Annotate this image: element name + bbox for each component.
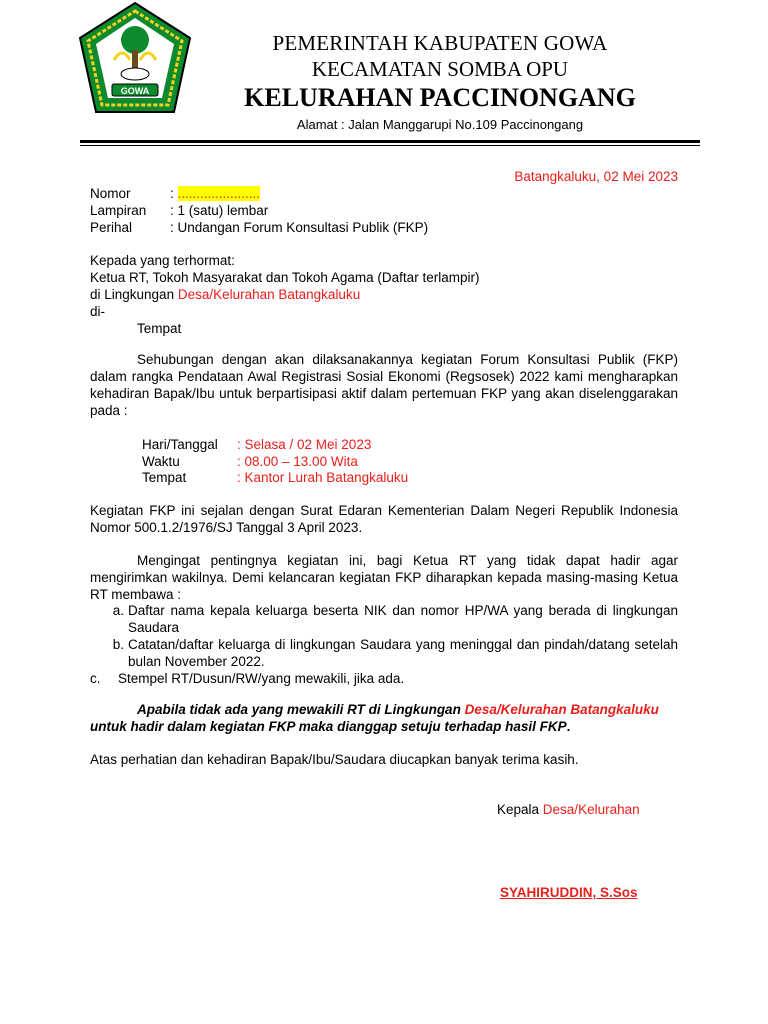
- recipient-names: Ketua RT, Tokoh Masyarakat dan Tokoh Agama (Daftar terlampir): [90, 270, 480, 285]
- meta-nomor-label: Nomor: [90, 186, 131, 201]
- note-line1: [90, 701, 678, 718]
- schedule-label: Hari/Tanggal: [142, 437, 218, 452]
- letterhead-government: PEMERINTAH KABUPATEN GOWA: [272, 31, 608, 55]
- signature-title-prefix: Kepala: [497, 802, 543, 817]
- paragraph-intro: [90, 351, 678, 419]
- recipient-place: Tempat: [137, 321, 182, 336]
- schedule-table: [142, 436, 542, 486]
- note-text-2: untuk hadir dalam kegiatan FKP maka dianggap setuju terhadap hasil FKP: [90, 719, 567, 734]
- meta-perihal: [90, 219, 490, 236]
- recipient-location: [90, 286, 650, 303]
- letterhead-address: Alamat : Jalan Manggarupi No.109 Paccinongang: [296, 117, 584, 132]
- signature-title: [497, 801, 640, 818]
- meta-colon: :: [170, 186, 178, 201]
- signature-name: SYAHIRUDDIN, S.Sos: [500, 885, 638, 900]
- meta-lampiran: [90, 202, 490, 219]
- list-marker: b.: [112, 637, 124, 652]
- list-marker: c.: [90, 671, 101, 686]
- list-item-text: Catatan/daftar keluarga di lingkungan Saudara yang meninggal dan pindah/datang setelah bulan November 2022.: [128, 637, 678, 669]
- recipient-salutation: Kepada yang terhormat:: [90, 253, 235, 268]
- paragraph-intro-text: Sehubungan dengan akan dilaksanakannya kegiatan Forum Konsultasi Publik (FKP) dalam rangka Pendataan Awal Registrasi Sosial Ekonomi (Regsosek) 2022 kami mengharapkan kehadiran Bapak/Ibu untuk berpartisipasi aktif dalam pertemuan FKP yang akan diselenggarakan pada :: [90, 352, 678, 418]
- recipient-location-village: Desa/Kelurahan Batangkaluku: [177, 287, 361, 302]
- note-text: Apabila tidak ada yang mewakili RT di Lingkungan: [137, 702, 465, 717]
- recipient-di: di-: [90, 304, 106, 319]
- note-village: Desa/Kelurahan Batangkaluku: [464, 702, 659, 717]
- letterhead: [200, 30, 680, 134]
- list-item-text: Stempel RT/Dusun/RW/yang mewakili, jika ada.: [118, 671, 405, 686]
- schedule-label: Tempat: [142, 470, 187, 485]
- meta-perihal-label: Perihal: [90, 220, 133, 235]
- letter-meta: [90, 185, 490, 236]
- letterhead-district: KECAMATAN SOMBA OPU: [311, 57, 569, 81]
- important-note: [90, 701, 678, 735]
- emblem-text: GOWA: [120, 86, 150, 96]
- list-item: [90, 602, 678, 636]
- gowa-regency-emblem: [74, 0, 196, 118]
- schedule-row: [142, 453, 542, 470]
- items-list: [90, 602, 678, 687]
- paragraph-reference: Kegiatan FKP ini sejalan dengan Surat Edaran Kementerian Dalam Negeri Republik Indonesia Nomor 500.1.2/1976/SJ Tanggal 3 April 2023.: [90, 503, 678, 535]
- letter-date: Batangkaluku, 02 Mei 2023: [514, 169, 678, 184]
- schedule-row: [142, 469, 542, 486]
- list-item-text: Daftar nama kepala keluarga beserta NIK dan nomor HP/WA yang berada di lingkungan Saudara: [128, 603, 678, 635]
- note-period: .: [566, 719, 571, 734]
- header-rule-thick: [80, 140, 700, 143]
- paragraph-request-text: Mengingat pentingnya kegiatan ini, bagi Ketua RT yang tidak dapat hadir agar mengirimkan wakilnya. Demi kelancaran kegiatan FKP diharapkan kepada masing-masing Ketua RT membawa :: [90, 553, 678, 602]
- schedule-value: : Kantor Lurah Batangkaluku: [237, 470, 409, 485]
- schedule-row: [142, 436, 542, 453]
- letterhead-village: KELURAHAN PACCINONGANG: [244, 83, 636, 112]
- list-item: [90, 670, 678, 687]
- paragraph-request: [90, 552, 678, 603]
- schedule-label: Waktu: [142, 453, 180, 469]
- note-line2: [90, 718, 678, 735]
- signature-title-office: Desa/Kelurahan: [542, 802, 640, 817]
- recipient-block: [90, 252, 650, 337]
- meta-lampiran-value: : 1 (satu) lembar: [170, 203, 269, 218]
- meta-perihal-value: : Undangan Forum Konsultasi Publik (FKP): [170, 220, 429, 235]
- meta-lampiran-label: Lampiran: [90, 203, 147, 218]
- schedule-value: : Selasa / 02 Mei 2023: [237, 437, 372, 452]
- list-item: [90, 636, 678, 670]
- schedule-value: : 08.00 – 13.00 Wita: [237, 453, 358, 469]
- recipient-location-prefix: di Lingkungan: [90, 287, 178, 302]
- header-rule-thin: [80, 145, 700, 146]
- closing-sentence: Atas perhatian dan kehadiran Bapak/Ibu/Saudara diucapkan banyak terima kasih.: [90, 752, 579, 767]
- meta-nomor: [90, 185, 490, 202]
- list-marker: a.: [112, 603, 124, 618]
- meta-nomor-value: ......................: [177, 186, 261, 201]
